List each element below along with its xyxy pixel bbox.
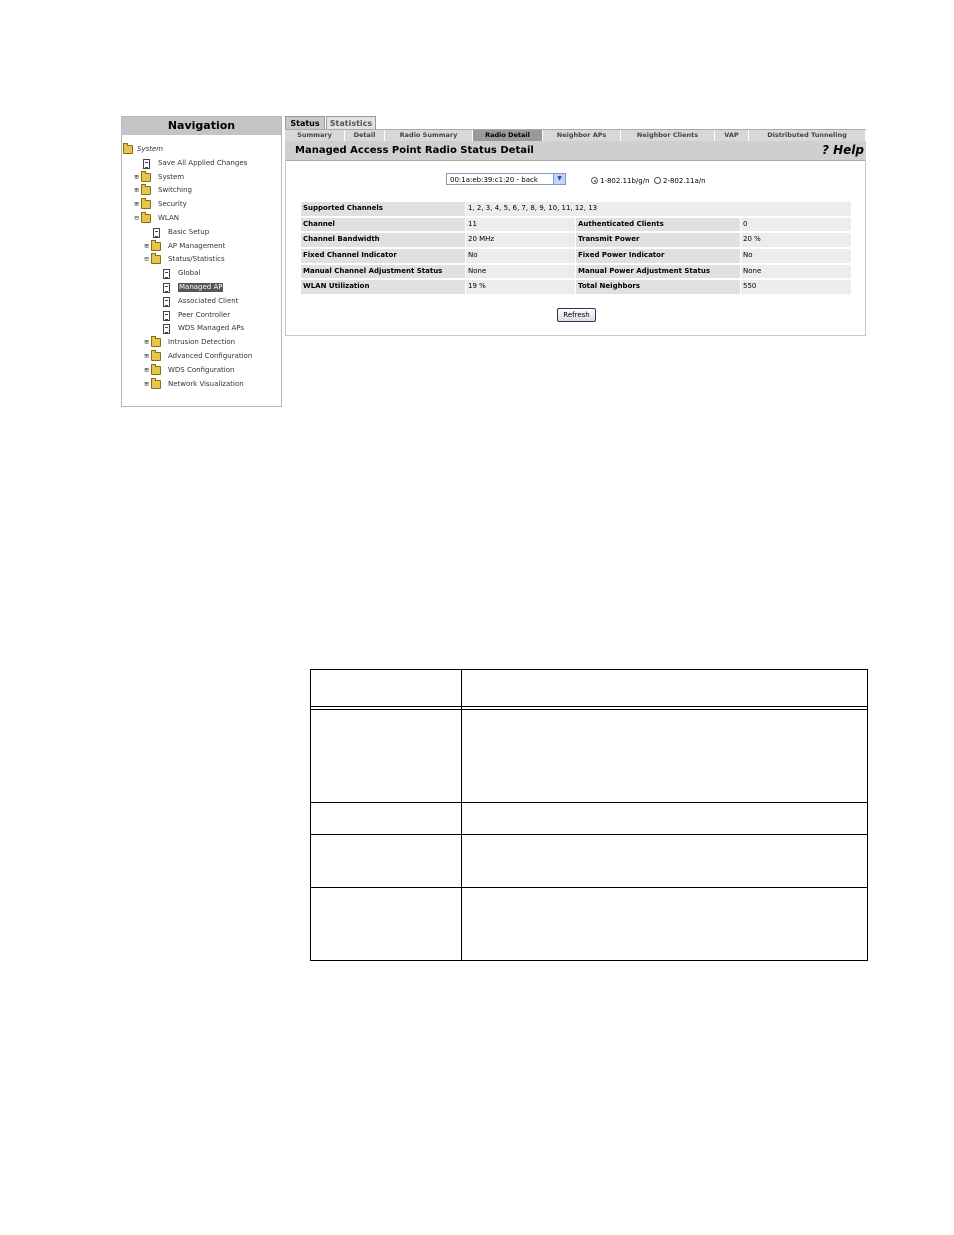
chevron-down-icon[interactable]: ▼ (553, 174, 565, 184)
nav-tree-item[interactable] (122, 143, 281, 157)
radio-option-1-label: 1-802.11b/g/n (600, 177, 650, 185)
supported-channels-value: 1, 2, 3, 4, 5, 6, 7, 8, 9, 10, 11, 12, 13 (466, 202, 851, 216)
detail-label: Transmit Power (576, 233, 740, 247)
folder-icon (141, 200, 151, 209)
help-link[interactable]: ? Help (821, 143, 864, 157)
radio-option-2-label: 2-802.11a/n (663, 177, 706, 185)
detail-rows (301, 218, 851, 296)
table-row (301, 218, 851, 234)
ap-select-value: 00:1a:eb:39:c1:20 - back (450, 176, 538, 184)
nav-tree-item[interactable] (122, 157, 281, 171)
nav-tree-item-label: WDS Managed APs (178, 324, 244, 333)
nav-tree-item-label: Basic Setup (168, 227, 210, 236)
nav-tree-item-label: WDS Configuration (168, 365, 235, 374)
nav-tree-item[interactable] (122, 295, 281, 309)
folder-icon (141, 173, 151, 182)
expand-icon[interactable]: ⊞ (144, 338, 149, 347)
table-row (301, 249, 851, 265)
nav-tree-item-label: Network Visualization (168, 379, 244, 388)
expand-icon[interactable]: ⊞ (144, 379, 149, 388)
sub-tab-bar (285, 129, 866, 141)
nav-tree-item[interactable] (122, 364, 281, 378)
nav-tree-item-label: Associated Client (178, 296, 239, 305)
nav-tree-item[interactable] (122, 171, 281, 185)
nav-tree-item[interactable] (122, 322, 281, 336)
table-row (301, 280, 851, 296)
detail-label: Channel (301, 218, 465, 232)
radio-detail-table (301, 202, 851, 296)
nav-tree-item[interactable] (122, 350, 281, 364)
nav-tree-item[interactable] (122, 212, 281, 226)
folder-icon (151, 352, 161, 361)
radio-detail-content (285, 160, 866, 336)
nav-tree-item-label: Save All Applied Changes (158, 158, 248, 167)
nav-tree-item[interactable] (122, 226, 281, 240)
navigation-tree (122, 143, 281, 391)
tab-summary[interactable]: Summary (285, 130, 345, 141)
table-row-divider (311, 834, 867, 835)
tab-radio-summary[interactable]: Radio Summary (385, 130, 473, 141)
expand-icon[interactable]: ⊞ (144, 241, 149, 250)
page-title: Managed Access Point Radio Status Detail (295, 145, 534, 156)
navigation-panel (121, 116, 282, 407)
nav-tree-item-label: System (158, 172, 185, 181)
detail-label: WLAN Utilization (301, 280, 465, 294)
ap-select[interactable] (446, 173, 566, 185)
detail-label: Manual Channel Adjustment Status (301, 265, 465, 279)
tab-detail[interactable]: Detail (345, 130, 385, 141)
table-header-divider (311, 709, 867, 710)
table-row (301, 265, 851, 281)
expand-icon[interactable]: ⊞ (134, 172, 139, 181)
nav-tree-item-label: Global (178, 269, 201, 278)
folder-icon (151, 242, 161, 251)
expand-icon[interactable]: ⊞ (134, 186, 139, 195)
detail-value: None (466, 265, 575, 279)
detail-label: Manual Power Adjustment Status (576, 265, 740, 279)
page-icon (163, 311, 170, 321)
nav-tree-item[interactable] (122, 336, 281, 350)
nav-tree-item-label: WLAN (158, 213, 180, 222)
nav-tree-item[interactable] (122, 267, 281, 281)
page-icon (153, 228, 160, 238)
tab-status[interactable]: Status (285, 116, 325, 129)
navigation-title: Navigation (122, 116, 281, 135)
nav-tree-item[interactable] (122, 240, 281, 254)
radio-option-1[interactable] (591, 177, 598, 184)
table-header-divider (311, 706, 867, 707)
collapse-icon[interactable]: ⊟ (144, 255, 149, 264)
nav-tree-item-label: Status/Statistics (168, 255, 225, 264)
nav-tree-item-label: System (137, 145, 164, 153)
folder-icon (151, 380, 161, 389)
tab-neighbor-clients[interactable]: Neighbor Clients (621, 130, 715, 141)
description-table (310, 669, 868, 961)
page-icon (143, 159, 150, 169)
folder-icon (123, 145, 133, 154)
detail-value: 20 MHz (466, 233, 575, 247)
nav-tree-item-label: AP Management (168, 241, 226, 250)
folder-icon (151, 255, 161, 264)
expand-icon[interactable]: ⊞ (144, 365, 149, 374)
detail-label: Authenticated Clients (576, 218, 740, 232)
page-icon (163, 269, 170, 279)
folder-icon (151, 366, 161, 375)
supported-channels-label: Supported Channels (301, 202, 465, 216)
table-row (301, 233, 851, 249)
detail-value: 550 (741, 280, 851, 294)
nav-tree-item[interactable] (122, 184, 281, 198)
expand-icon[interactable]: ⊞ (134, 200, 139, 209)
tab-radio-detail[interactable]: Radio Detail (473, 130, 543, 141)
nav-tree-item-label: Security (158, 200, 187, 209)
tab-vap[interactable]: VAP (715, 130, 749, 141)
collapse-icon[interactable]: ⊟ (134, 213, 139, 222)
detail-value: 19 % (466, 280, 575, 294)
nav-tree-item[interactable] (122, 378, 281, 392)
nav-tree-item-label: Intrusion Detection (168, 338, 236, 347)
detail-value: No (741, 249, 851, 263)
table-row-divider (311, 887, 867, 888)
refresh-button[interactable]: Refresh (557, 308, 596, 322)
detail-label: Channel Bandwidth (301, 233, 465, 247)
table-row-divider (311, 802, 867, 803)
folder-icon (141, 214, 151, 223)
folder-icon (141, 186, 151, 195)
tab-statistics[interactable]: Statistics (326, 116, 376, 129)
expand-icon[interactable]: ⊞ (144, 351, 149, 360)
nav-tree-item[interactable] (122, 198, 281, 212)
page-icon (163, 324, 170, 334)
nav-tree-item[interactable] (122, 281, 281, 295)
folder-icon (151, 338, 161, 347)
tab-distributed-tunneling[interactable]: Distributed Tunneling (749, 130, 866, 141)
detail-label: Total Neighbors (576, 280, 740, 294)
nav-tree-item[interactable] (122, 309, 281, 323)
nav-tree-item-label: Switching (158, 186, 192, 195)
detail-label: Fixed Channel Indicator (301, 249, 465, 263)
page-icon (163, 297, 170, 307)
detail-value: None (741, 265, 851, 279)
nav-tree-item-label: Managed AP (179, 282, 223, 291)
nav-tree-item-label: Advanced Configuration (168, 351, 253, 360)
table-row (301, 202, 851, 218)
page-icon (163, 283, 170, 293)
nav-tree-item-label: Peer Controller (178, 310, 231, 319)
radio-option-2[interactable] (654, 177, 661, 184)
detail-value: 0 (741, 218, 851, 232)
detail-value: 11 (466, 218, 575, 232)
detail-label: Fixed Power Indicator (576, 249, 740, 263)
table-column-divider (461, 670, 462, 960)
tab-neighbor-aps[interactable]: Neighbor APs (543, 130, 621, 141)
page-title-bar (285, 141, 866, 161)
nav-tree-item[interactable] (122, 253, 281, 267)
detail-value: No (466, 249, 575, 263)
detail-value: 20 % (741, 233, 851, 247)
main-panel (285, 116, 866, 336)
